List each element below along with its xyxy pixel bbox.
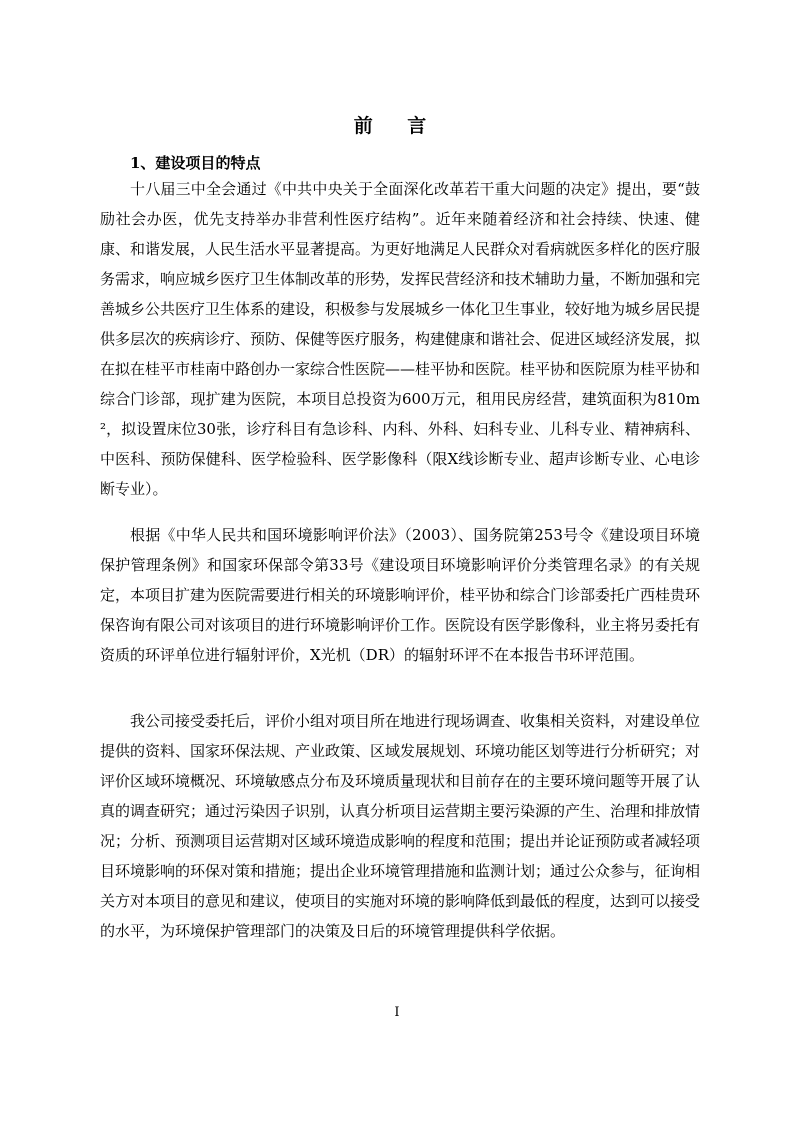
paragraph-assessment-process: 我公司接受委托后，评价小组对项目所在地进行现场调查、收集相关资料，对建设单位提供的资料、国家环保法规、产业政策、区域发展规划、环境功能区划等进行分析研究；对评价区域环境概况、环境敏感点分布及环境质量现状和目前存在的主要环境问题等开展了认真的调查研究；通过污染因子识别，认真分析项目运营期主要污染源的产生、治理和排放情况；分析、预测项目运营期对区域环境造成影响的程度和范围；提出并论证预防或者减轻项目环境影响的环保对策和措施；提出企业环境管理措施和监测计划；通过公众参与，征询相关方对本项目的意见和建议，使项目的实施对环境的影响降低到最低的程度，达到可以接受的水平，为环境保护管理部门的决策及日后的环境管理提供科学依据。	[100, 712, 701, 940]
page-number: I	[394, 1005, 400, 1020]
section-heading: 1、建设项目的特点	[130, 154, 261, 172]
page-title: 前 言	[353, 115, 441, 137]
paragraph-project-features: 十八届三中全会通过《中共中央关于全面深化改革若干重大问题的决定》提出，要“鼓励社会办医，优先支持举办非营利性医疗结构”。近年来随着经济和社会持续、快速、健康、和谐发展，人民生活水平显著提高。为更好地满足人民群众对看病就医多样化的医疗服务需求，响应城乡医疗卫生体制改革的形势，发挥民营经济和技术辅助力量，不断加强和完善城乡公共医疗卫生体系的建设，积极参与发展城乡一体化卫生事业，较好地为城乡居民提供多层次的疾病诊疗、预防、保健等医疗服务，构建健康和谐社会、促进区域经济发展，拟在拟在桂平市桂南中路创办一家综合性医院——桂平协和医院。桂平协和医院原为桂平协和综合门诊部，现扩建为医院，本项目总投资为600万元，租用民房经营，建筑面积为810m²，拟设置床位30张，诊疗科目有急诊科、内科、外科、妇科专业、儿科专业、精神病科、中医科、预防保健科、医学检验科、医学影像科（限X线诊断专业、超声诊断专业、心电诊断专业）。	[100, 180, 701, 498]
paragraph-legal-basis: 根据《中华人民共和国环境影响评价法》（2003）、国务院第253号令《建设项目环境保护管理条例》和国家环保部令第33号《建设项目环境影响评价分类管理名录》的有关规定，本项目扩建为医院需要进行相关的环境影响评价，桂平协和综合门诊部委托广西桂贵环保咨询有限公司对该项目的进行环境影响评价工作。医院设有医学影像科，业主将另委托有资质的环评单位进行辐射评价，X光机（DR）的辐射环评不在本报告书环评范围。	[100, 526, 701, 664]
